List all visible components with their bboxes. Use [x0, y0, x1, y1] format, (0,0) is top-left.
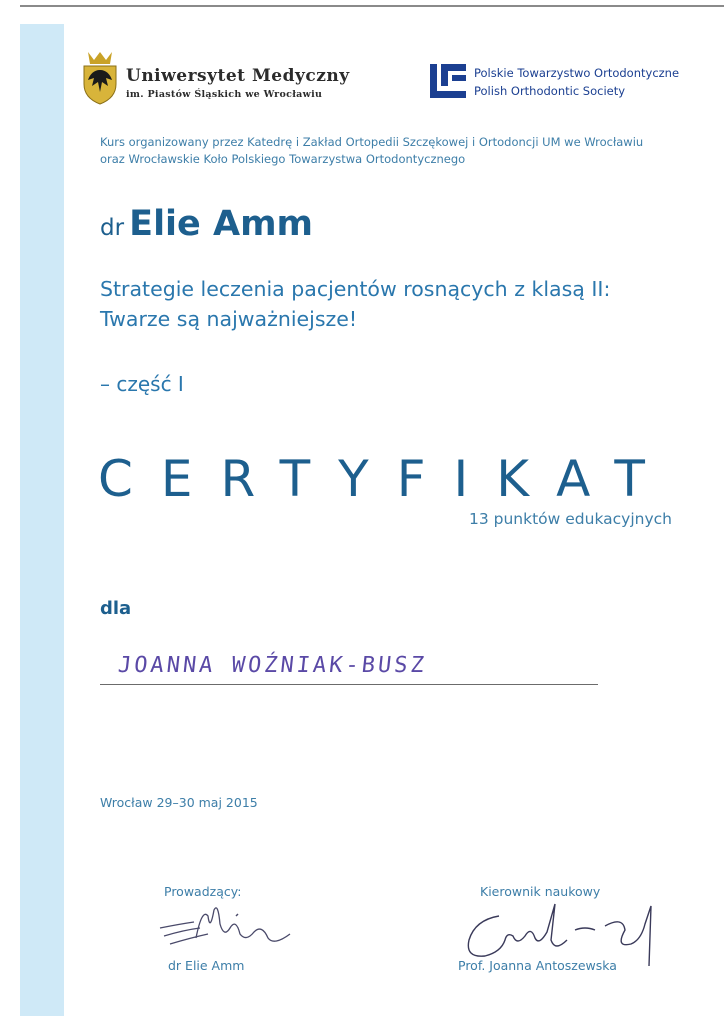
leader-label: Prowadzący:: [164, 884, 242, 899]
side-stripe: [20, 24, 64, 1016]
course-line-2: oraz Wrocławskie Koło Polskiego Towarzystwa Ortodontycznego: [100, 152, 466, 166]
lecture-title: [100, 274, 610, 334]
place-date: Wrocław 29–30 maj 2015: [100, 795, 258, 810]
society-logo-icon: [430, 64, 466, 98]
leader-name: dr Elie Amm: [168, 958, 245, 973]
certificate-heading: CERTYFIKAT: [98, 450, 673, 508]
course-line-1: Kurs organizowany przez Katedrę i Zakład Ortopedii Szczękowej i Ortodoncji UM we Wrocławiu: [100, 135, 644, 149]
top-rule: [20, 5, 724, 7]
lecture-title-line-1: Strategie leczenia pacjentów rosnących z klasą II:: [100, 277, 611, 301]
university-name: Uniwersytet Medyczny: [126, 66, 350, 86]
speaker-prefix: dr: [100, 215, 125, 241]
university-crest-icon: [80, 50, 120, 106]
head-name: Prof. Joanna Antoszewska: [458, 958, 617, 973]
speaker: [100, 204, 313, 244]
leader-signature-icon: [150, 898, 310, 958]
recipient-underline: [100, 684, 598, 685]
society-name-en: Polish Orthodontic Society: [474, 84, 626, 98]
head-label: Kierownik naukowy: [480, 884, 601, 899]
for-label: dla: [100, 598, 132, 619]
university-subname: im. Piastów Śląskich we Wrocławiu: [126, 89, 323, 100]
speaker-name: Elie Amm: [129, 204, 314, 244]
lecture-title-line-2: Twarze są najważniejsze!: [100, 307, 358, 331]
lecture-part: – część I: [100, 372, 184, 396]
education-points: 13 punktów edukacyjnych: [468, 510, 672, 528]
recipient-name: JOANNA WOŹNIAK-BUSZ: [116, 653, 428, 678]
course-organizer: [100, 134, 690, 168]
society-name-pl: Polskie Towarzystwo Ortodontyczne: [474, 66, 680, 80]
